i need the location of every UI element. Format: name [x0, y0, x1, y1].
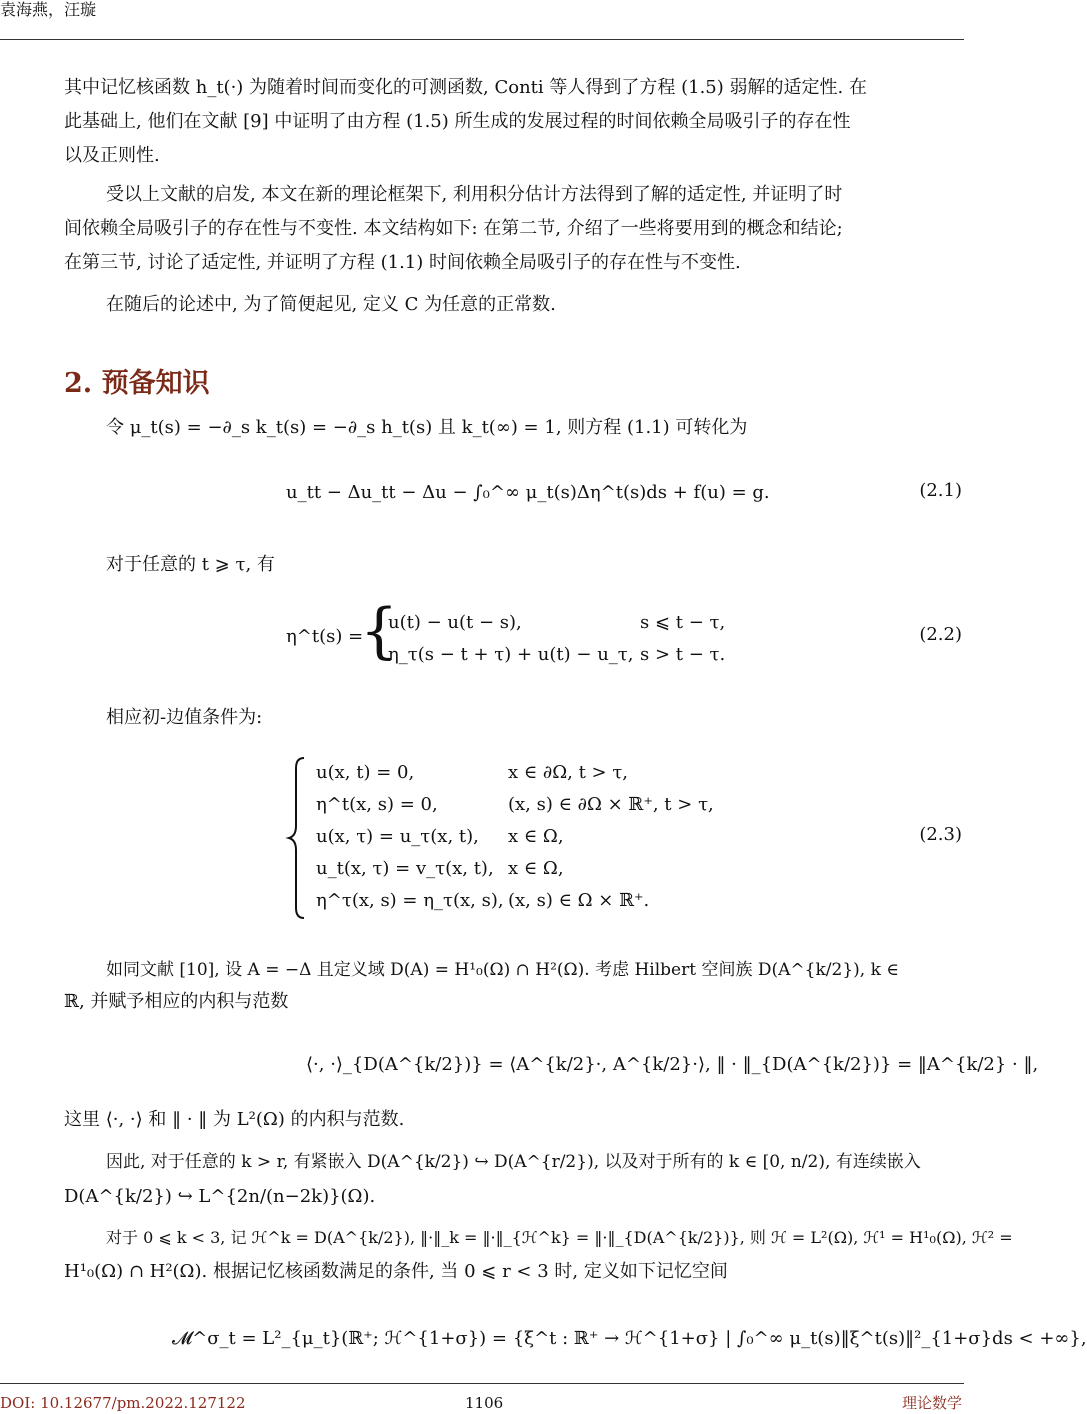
memory-space-equation: 𝓜^σ_t = L²_{μ_t}(ℝ⁺; ℋ^{1+σ}) = {ξ^t : ℝ⁺ → ℋ^{1+σ} | ∫₀^∞ μ_t(s)‖ξ^t(s)‖²_{1+σ}ds < +∞},: [172, 1328, 1087, 1349]
bc-row-2-lhs: η^t(x, s) = 0,: [316, 794, 438, 815]
paragraph-2-line-3: 在第三节, 讨论了适定性, 并证明了方程 (1.1) 时间依赖全局吸引子的存在性与不变性.: [64, 252, 741, 273]
section-title: 2. 预备知识: [64, 368, 210, 399]
bc-row-1-cond: x ∈ ∂Ω, t > τ,: [508, 762, 629, 783]
paragraph-2-line-2: 间依赖全局吸引子的存在性与不变性. 本文结构如下: 在第二节, 介绍了一些将要用到的概念和结论;: [64, 218, 843, 239]
footer-doi: DOI: 10.12677/pm.2022.127122: [0, 1394, 246, 1412]
footer-rule: [0, 1383, 964, 1384]
paragraph-1-line-1: 其中记忆核函数 h_t(·) 为随着时间而变化的可测函数, Conti 等人得到了方程 (1.5) 弱解的适定性. 在: [64, 77, 867, 98]
paragraph-10-line-2: H¹₀(Ω) ∩ H²(Ω). 根据记忆核函数满足的条件, 当 0 ⩽ r < 3 时, 定义如下记忆空间: [64, 1261, 728, 1282]
bc-row-2-cond: (x, s) ∈ ∂Ω × ℝ⁺, t > τ,: [508, 794, 714, 815]
paragraph-1-line-3: 以及正则性.: [64, 145, 160, 166]
bc-row-5-cond: (x, s) ∈ Ω × ℝ⁺.: [508, 890, 650, 911]
equation-2-2-case-1: u(t) − u(t − s),: [388, 612, 522, 633]
equation-number-2-1: (2.1): [919, 480, 962, 501]
paragraph-3: 在随后的论述中, 为了简便起见, 定义 C 为任意的正常数.: [106, 294, 556, 315]
bc-row-3-lhs: u(x, τ) = u_τ(x, t),: [316, 826, 479, 847]
paragraph-4: 令 μ_t(s) = −∂_s k_t(s) = −∂_s h_t(s) 且 k_t(∞) = 1, 则方程 (1.1) 可转化为: [106, 417, 748, 438]
equation-number-2-2: (2.2): [919, 624, 962, 645]
equation-2-2-case-1-cond: s ⩽ t − τ,: [640, 612, 726, 633]
paragraph-8: 这里 ⟨·, ·⟩ 和 ‖ · ‖ 为 L²(Ω) 的内积与范数.: [64, 1109, 405, 1130]
equation-2-2-case-2: η_τ(s − t + τ) + u(t) − u_τ,: [388, 644, 634, 665]
footer-journal-name: 理论数学: [901, 1394, 962, 1412]
bc-row-4-cond: x ∈ Ω,: [508, 858, 564, 879]
paragraph-7-line-2: ℝ, 并赋予相应的内积与范数: [64, 991, 289, 1012]
bc-row-3-cond: x ∈ Ω,: [508, 826, 564, 847]
paragraph-9-line-1: 因此, 对于任意的 k > r, 有紧嵌入 D(A^{k/2}) ↪ D(A^{r/2}), 以及对于所有的 k ∈ [0, n/2), 有连续嵌入: [106, 1152, 921, 1172]
inner-product-norm-equation: ⟨·, ·⟩_{D(A^{k/2})} = ⟨A^{k/2}·, A^{k/2}·⟩, ‖ · ‖_{D(A^{k/2})} = ‖A^{k/2} · ‖,: [306, 1054, 1039, 1075]
footer-page-number: 1106: [465, 1394, 504, 1412]
bc-row-4-lhs: u_t(x, τ) = v_τ(x, t),: [316, 858, 494, 879]
equation-2-2-lhs: η^t(s) =: [286, 626, 364, 647]
paragraph-1-line-2: 此基础上, 他们在文献 [9] 中证明了由方程 (1.5) 所生成的发展过程的时间依赖全局吸引子的存在性: [64, 111, 851, 132]
paragraph-5: 对于任意的 t ⩾ τ, 有: [106, 554, 275, 575]
paragraph-9-line-2: D(A^{k/2}) ↪ L^{2n/(n−2k)}(Ω).: [64, 1186, 376, 1207]
equation-2-1: u_tt − Δu_tt − Δu − ∫₀^∞ μ_t(s)Δη^t(s)ds + f(u) = g.: [286, 482, 770, 503]
paragraph-7-line-1: 如同文献 [10], 设 A = −Δ 且定义域 D(A) = H¹₀(Ω) ∩ H²(Ω). 考虑 Hilbert 空间族 D(A^{k/2}), k ∈: [106, 960, 899, 980]
equation-2-2-case-2-cond: s > t − τ.: [640, 644, 726, 665]
running-head-authors: 袁海燕，汪璇: [0, 0, 97, 19]
brace-2-3: [286, 756, 308, 920]
paragraph-10-line-1: 对于 0 ⩽ k < 3, 记 ℋ^k = D(A^{k/2}), ‖·‖_k = ‖·‖_{ℋ^k} = ‖·‖_{D(A^{k/2})}, 则 ℋ = L²(Ω), ℋ¹ = H¹₀(Ω), ℋ² =: [106, 1228, 1013, 1247]
header-rule: [0, 39, 964, 40]
brace-2-2: {: [360, 596, 399, 666]
bc-row-5-lhs: η^τ(x, s) = η_τ(x, s),: [316, 890, 504, 911]
equation-number-2-3: (2.3): [919, 824, 962, 845]
bc-row-1-lhs: u(x, t) = 0,: [316, 762, 415, 783]
paragraph-6: 相应初-边值条件为:: [106, 707, 263, 728]
paragraph-2-line-1: 受以上文献的启发, 本文在新的理论框架下, 利用积分估计方法得到了解的适定性, 并证明了时: [106, 184, 843, 205]
